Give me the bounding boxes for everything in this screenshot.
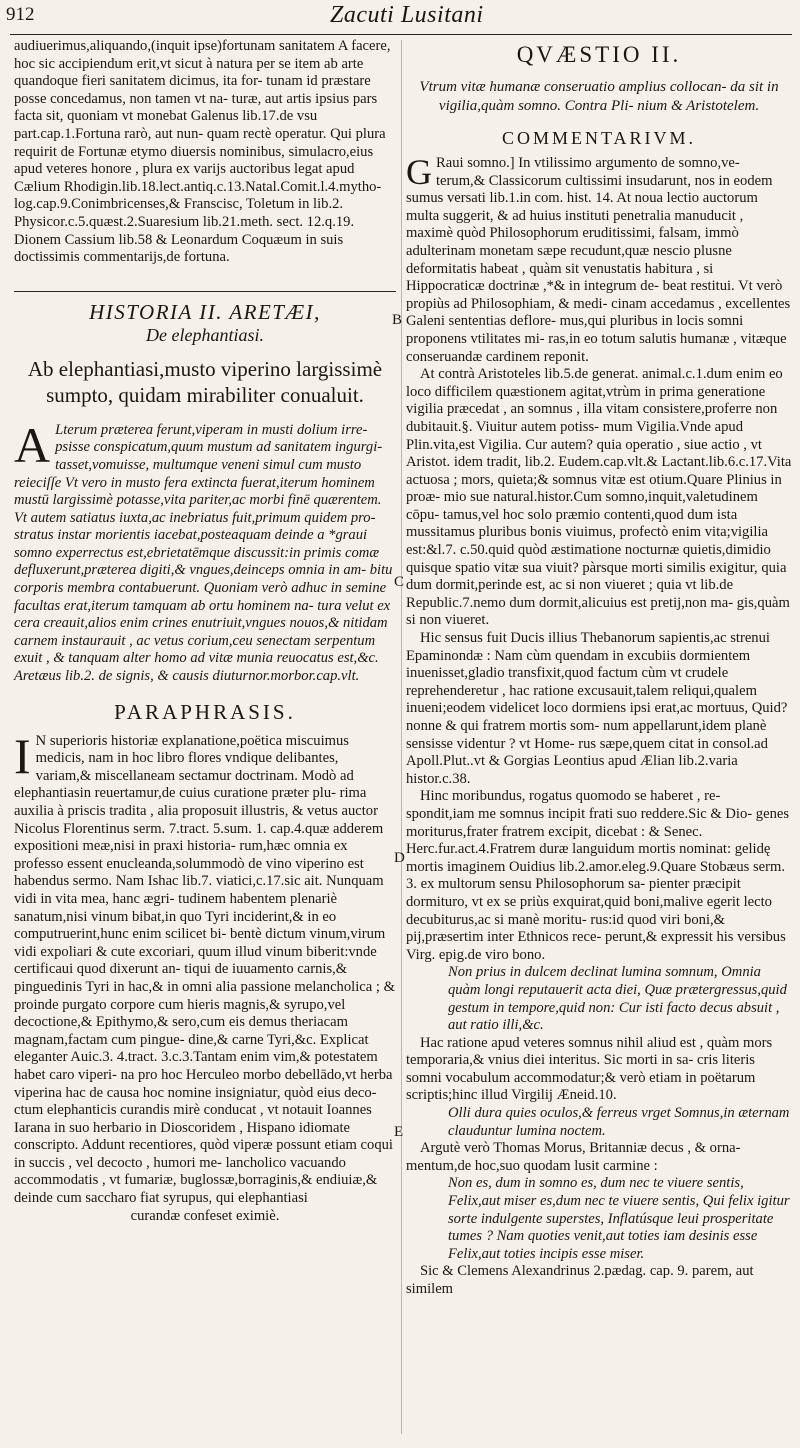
text-line: facere, hoc sic accipiendum erit,vt sicut à natura per se	[14, 38, 391, 72]
text-line: mio sue natural.histor.Cum somno,inquit,valetudinem cōpu-	[406, 489, 758, 523]
text-line: genes moriturus,frater fratrem excipit, dicebat : & Senec.	[406, 805, 790, 840]
historia-headline	[20, 356, 390, 408]
text-line: spatio vitæ sua viuit? pàrsque morti similis exigitur, quia	[455, 559, 787, 576]
text-line: falsam, immò adulterinam monetam sæpe recudunt,quæ	[406, 225, 739, 259]
text-line: strenui Epaminondæ : Nam cùm quendam in excubiis	[406, 630, 770, 664]
commentary-paragraph-6	[406, 1140, 792, 1175]
text-line: Inflatúsque leui prosperitate tumes ?	[448, 1210, 774, 1245]
text-line: autem satiatus iuxta,ac inebriatus fuit,primum quidem pro-	[30, 509, 376, 526]
text-line: Non prius in dulcem declinat lumina somnum,	[448, 964, 718, 981]
text-line: similem	[406, 1281, 454, 1297]
text-line: Vtrum vitæ humanæ conseruatio amplius collocan-	[419, 79, 727, 95]
text-line: nouos,& nitidam carnem instaurauit , ac vetus corium,ceu	[14, 615, 388, 649]
text-line: tudinem habentem plenariè sanatum,nisi vinum bibat,in quo	[14, 890, 338, 925]
text-line: variam,& miscellaneam sectamur doctrinam. Modò ad	[35, 767, 354, 784]
text-line: ras,in eo totum salutis humanæ , vitæque conseruandæ	[406, 330, 787, 365]
text-line: Eudem.cap.vlt.& Lactant.lib.6.c.17.Vita actuosa ; mors,	[406, 454, 792, 488]
text-line: item ab arte quandoque fieri sanitatem dicimus, ita for-	[14, 55, 364, 90]
paraphrasis-dropcap: I	[14, 727, 31, 784]
text-line: nium & Aristotelem.	[637, 98, 760, 114]
text-line: boni,malive egerit lecto decubiturus,ac si manè moritu-	[406, 893, 772, 928]
text-line: terum,& Classicorum cultissimi insudarunt, nos in	[436, 172, 730, 189]
text-line: tura velut ex cera creauit,alios enim crines enutriuit,vngues	[14, 597, 391, 632]
text-line: Leontius apud Ælian lib.2.varia histor.c.38.	[406, 753, 738, 787]
text-line: habitura , si Hippocraticæ doctrinæ ,*& in integrum de-	[406, 260, 714, 295]
margin-letter-b: B	[392, 312, 403, 328]
text-line: audiuerimus,aliquando,(inquit ipse)fortunam sanitatem A	[14, 38, 348, 54]
text-line: spondit,iam me somnus incipit frati suo reddere.Sic & Dio-	[406, 805, 753, 822]
text-line: semine facultas erat,iterum tamquam ab ortu hominem na-	[14, 580, 387, 614]
text-line: Omnia quàm longi reputauerit acta diei,	[448, 964, 761, 998]
text-line: Felix,aut toties incipis esse miser.	[448, 1245, 645, 1262]
text-line: Rhodigin.lib.18.lect.antiq.c.13.Natal.Comit.l.4.mytho-	[63, 178, 382, 195]
text-line: Galenus lib.17.de vsu part.cap.1.Fortuna rarò, aut nun-	[14, 108, 318, 142]
text-line: viatici,c.17.sic ait. Nunquam vidi in vita mea, hanc ægri-	[14, 873, 384, 907]
text-line: num appellarunt,idem planè sensisse videntur ? vt Home-	[406, 718, 767, 752]
text-line: munia reuocatus est,&c. Aretæus lib.2. de signis, & causis	[14, 650, 379, 685]
text-line: dine,& carne Tyri,&c. Explicat eleganter Auic.3. 4.tract.	[14, 1031, 369, 1066]
commentary-paragraph-5	[406, 1035, 792, 1105]
margin-letter-c: C	[394, 574, 405, 590]
quaestio-title: QVÆSTIO II.	[516, 42, 682, 67]
paraphrasis-paragraph	[14, 727, 396, 1208]
text-line: Physicor.c.5.quæst.2.Suaresium lib.21.meth. sect. 12.q.19.	[14, 213, 355, 230]
text-line: conualuit.	[280, 382, 364, 407]
paraphrasis-ending	[14, 1208, 396, 1226]
text-line: perunt,& expressit his versibus Virg. epig.de viro bono.	[406, 929, 786, 963]
text-line: cinam accedamus , excellentes Galeni sententias deflore-	[406, 295, 791, 330]
text-line: turæ, aut artis ipsius pars facta sit, quoniam vt monebat	[14, 90, 378, 125]
text-line: mors temporaria,& vnius diei interitus. Sic morti in sa-	[406, 1034, 773, 1069]
text-line: Raui somno.] In vtilissimo argumento de somno,ve-	[436, 155, 740, 171]
text-line: beat restitui. Vt verò propiùs ad Philosophiam, & medi-	[406, 278, 783, 312]
commentary-paragraph-7	[406, 1263, 792, 1298]
text-line: buglossæ,borraginis,& endiuiæ,& deinde cum	[14, 1172, 378, 1207]
text-line: quum illud vinum biberit:vnde certificaui quod dixerunt an-	[14, 943, 377, 978]
text-line: N superioris historiæ explanatione,poëtica miscuimus	[35, 732, 349, 749]
text-line: somno experrectus est,ebrietatēmque discussit:in primis comæ	[14, 544, 380, 561]
text-line: eximiè.	[236, 1207, 280, 1224]
running-head: Zacuti Lusitani	[330, 2, 484, 28]
text-line: mentum,de hoc,suo quodam lusit carmine :	[406, 1157, 658, 1174]
text-line: cardinem reponit.	[485, 348, 589, 365]
text-line: mum Vigilia.Vnde apud Plin.vita,est Vigilia. Cur autem?	[406, 418, 744, 453]
historia-title: HISTORIA II. ARETÆI,	[89, 299, 321, 324]
text-line: rum,hæc omnia ex professo essent enucleanda,solummodò	[14, 838, 348, 872]
text-line: consistere,proferre non dubitauit.§. Viuitur autem potiss-	[406, 401, 778, 435]
text-line: etymo diuersis nominibus, simulacro,eius apud veteres	[14, 143, 374, 178]
text-line: Cur isti facto decus absuit , aut ratio illi,&c.	[448, 999, 780, 1034]
text-line: na pro hoc Herculeo morbo debellādo,vt herba viperina	[14, 1066, 393, 1101]
text-line: tunam id præstare posse concedamus, non tamen vt na-	[14, 73, 371, 107]
text-line: nescio plusne deformitatis habeat , quàm sit venustatis	[406, 242, 732, 277]
margin-letter-d: D	[394, 850, 405, 866]
text-line: bitu corporis membra contabuerunt. Quoniam verò adhuc in	[14, 562, 393, 597]
right-column	[406, 38, 792, 1299]
text-line: eodem sumus versati lib.1.in com. hist. 14. At noua lectio	[406, 172, 773, 207]
verse-morus	[406, 1175, 792, 1263]
commentary-paragraph-4	[406, 788, 792, 964]
text-line: generatione vigilia præcedat , an somnus , illa vitam	[406, 383, 766, 418]
text-line: Somnus,in æternam clauduntur lumina noctem.	[448, 1105, 790, 1139]
text-line: psisse conspicatum,quum mustum ad sanitatem ingurgi-	[55, 439, 383, 456]
commentary-text-1	[406, 152, 792, 366]
historia-paragraph	[14, 416, 396, 686]
text-line: cap.4.quæ adderem expositioni meæ,nisi in praxi historia-	[14, 820, 384, 855]
text-line: sero,cum eis demus theriacam magnam,factam cum pingue-	[14, 1014, 348, 1048]
text-line: Quæ prætergressus,quid gestum in tempore,quid non:	[448, 981, 787, 1016]
text-line: Nam quoties venit,aut toties iam desinis esse	[496, 1228, 758, 1245]
text-line: Hic sensus fuit Ducis illius Thebanorum sapientis,ac	[420, 630, 727, 647]
text-line: stratus instar morientis iacebat,posteaquam deinde a *graui	[14, 527, 368, 544]
text-line: in poëtarum scriptis;hinc illud Virgilij Æneid.10.	[406, 1069, 756, 1104]
text-line: medicis, nam in hoc libro flores vndique delibantes,	[35, 750, 339, 767]
text-line: diuturnor.morbor.cap.vlt.	[212, 668, 360, 685]
text-line: enim eo loco difficilem quæstionem agitat,vtrùm in prima	[406, 366, 783, 400]
column-divider	[401, 40, 402, 1434]
text-line: log.cap.9.Conimbricenses,& Franscisc, Toletum in lib.2.	[14, 196, 344, 213]
left-column	[14, 38, 396, 1225]
text-line: Qui felix igitur sorte indulgente superstes,	[448, 1193, 790, 1227]
text-line: hac de causa hoc nomine insigniatur, quòd eius deco-	[65, 1084, 377, 1101]
text-line: sumpto, quidam mirabiliter	[46, 382, 276, 407]
text-line: Felix,aut miser es,dum nec te viuere sentis,	[448, 1193, 700, 1210]
text-line: mus,qui pluribus in locis somni proponens vtilitates mi-	[406, 313, 744, 347]
text-line: lancholico vacuando accommodatis , vt fumariæ,	[14, 1154, 346, 1189]
page-number: 912	[6, 4, 35, 25]
text-line: pienter præcipit dormituro, vt ex se priùs exquirat,quid	[406, 876, 741, 910]
text-line: Argutè verò Thomas Morus, Britanniæ decus , & orna-	[420, 1140, 741, 1157]
commentary-dropcap: G	[406, 152, 432, 192]
text-line: rus sæpe,quem citat in consol.ad Apoll.Plut..vt & Gorgias	[406, 735, 768, 770]
text-line: reliqui,qualem inueni;eodem videlicet loco dormiens ipsi	[406, 682, 757, 717]
text-line: largissimè potasse,vita pariter,ac morbi finē quærentem. Vt	[14, 492, 382, 526]
text-line: At contrà Aristoteles lib.5.de generat. animal.c.1.dum	[420, 366, 733, 383]
text-line: vetus auctor Nicolus Florentinus serm. 7.tract. 5.sum. 1.	[14, 803, 378, 837]
text-line: omni alia passione melancholica ; & proinde purgato corpore	[14, 978, 395, 1013]
text-line: saccharo fiat syrupus, qui elephantiasi	[85, 1190, 308, 1207]
text-line: possunt etiam coqui in succis , vel decocto , humori me-	[14, 1137, 393, 1171]
text-line: auctorum multa suggerit, & ad huius instituti penetralia	[406, 190, 758, 224]
text-line: pluribus bonis viuimus, profectò enim vita;vigilia est:&l.7.	[406, 524, 768, 559]
text-line: elephantiasin reuertamur,de cuius curatione præter plu-	[14, 785, 336, 802]
text-line: honore , plura ex varijs auctoribus legat apud Cælium	[14, 161, 355, 195]
text-line: Lterum præterea ferunt,viperam in musti dolium irre-	[55, 421, 368, 438]
margin-letter-e: E	[394, 1124, 404, 1140]
commentary-paragraph-2	[406, 366, 792, 630]
commentarium-title: COMMENTARIVM.	[501, 128, 697, 148]
verse-virgil-epigram	[406, 964, 792, 1034]
text-line: doctissimis commentarijs,de fortuna.	[14, 249, 230, 266]
text-line: cum hieris magnis,& syrupo,vel decoctione,& Epithymo,&	[14, 996, 346, 1031]
historia-text	[14, 416, 396, 686]
text-line: quieta;& somnus vitæ est otium.Quare Plinius in proæ-	[406, 471, 782, 506]
text-line: senectam serpentum exuit , & tanquam alter homo ad vitæ	[14, 632, 376, 667]
text-line: c.50.quid quòd æstimatione nocturnæ quietis,dimidio quisque	[406, 542, 771, 576]
text-line: ctum elephanticis curandis mirè conducat , vt notauit	[14, 1102, 323, 1119]
header-rule	[10, 34, 792, 35]
paraphrasis-text	[14, 727, 396, 1208]
intro-paragraph	[14, 38, 396, 267]
historia-dropcap: A	[14, 416, 51, 473]
text-line: Stobæus serm. 3. ex multorum sensu Philosophorum sa-	[406, 858, 785, 893]
commentary-paragraph-3	[406, 630, 792, 788]
text-line: curandæ confeset	[130, 1207, 233, 1224]
text-line: rus:id quod viri boni,& pij,præsertim inter Ethnicos rece-	[406, 911, 725, 946]
text-line: gis,quàm si non viueret.	[406, 594, 790, 629]
quaestio-subtitle	[414, 78, 784, 116]
text-line: rima auxilia à priscis tradita , alia proposuit illustris, &	[14, 785, 367, 819]
text-line: Ioannes Iarana in suo herbario in Dioscoridem , Hispano	[14, 1102, 372, 1136]
text-line: Dionem Cassium lib.58 & Leonardum Coquæum in suis	[14, 231, 344, 248]
text-line: quam rectè operatur. Qui plura requirit de Fortunæ	[14, 125, 386, 160]
text-line: tamus,vel hoc solo præmio contenti,quod dum ista mussitamus	[406, 506, 738, 541]
text-line: Republic.7.nemo dum dormit,alicuius est pretij,non ma-	[406, 594, 734, 611]
text-line: gelidę mortis imaginem Ouidius lib.2.amor.eleg.9.Quare	[406, 841, 771, 875]
verse-aeneid	[406, 1105, 792, 1140]
text-line: dormientem inuenisset,gladio transfixit,quod factum cùm	[406, 647, 751, 682]
text-line: manuducit , maximè quòd Philosophorum eruditissimi,	[406, 207, 744, 242]
text-line: tasset,vomuisse, multumque veneni simul cum musto reieciſſe	[14, 456, 362, 491]
text-line: Tyri inciderint,& in eo computruerint,hunc enim scilicet bi-	[14, 908, 337, 943]
text-line: vt crudele reprehenderetur , hac ratione excusauit,talem	[406, 665, 729, 699]
section-rule	[14, 291, 396, 292]
text-line: Hinc moribundus, rogatus quomodo se haberet , re-	[420, 788, 721, 805]
text-line: dum dormit,perinde est, ac si non viueret ; quia vt lib.de	[406, 577, 734, 594]
text-line: Vt vero in musto fera extincta fuerat,iterum hominem mustū	[14, 474, 375, 509]
text-line: Olli dura quies oculos,& ferreus vrget	[448, 1105, 671, 1122]
commentary-paragraph-1	[406, 152, 792, 366]
text-line: quia operatio , siue actio , vt Aristot. idem tradit, lib.2.	[406, 436, 762, 471]
text-line: da sit in vigilia,quàm somno. Contra Pli-	[438, 79, 779, 114]
text-line: 3.c.3.Tantam enim vim,& potestatem habet caro viperi-	[14, 1049, 378, 1083]
text-line: defluxerunt,præterea digiti,& vngues,deinceps omnia in am-	[14, 562, 367, 579]
text-line: tiqui de iuuamento carnis,& pinguedinis Tyri in hac,& in	[14, 961, 348, 995]
text-line: Ab elephantiasi,musto viperino largissimè	[27, 356, 383, 381]
text-line: Herc.fur.act.4.Fratrem duræ languidum mortis nominat:	[406, 841, 732, 858]
text-line: erat,ac mortuus, Quid?nonne & qui fratrem mortis som-	[406, 700, 788, 734]
text-line: de vino viperino est habendus sermo. Nam Ishac lib.7.	[14, 855, 364, 890]
text-line: Non es, dum in somno es, dum nec te viuere sentis,	[448, 1175, 744, 1192]
text-line: bentè dictum vinum,virum vidi expoliari & cute excoriari,	[14, 926, 386, 960]
text-line: Sic & Clemens Alexandrinus 2.pædag. cap. 9. parem, aut	[420, 1263, 754, 1280]
text-line: cris literis somni vocabulum accommodatur;& verò etiam	[406, 1052, 755, 1086]
paraphrasis-title: PARAPHRASIS.	[114, 699, 296, 724]
text-line: Hac ratione apud veteres somnus nihil aliud est , quàm	[420, 1034, 740, 1051]
historia-subtitle: De elephantiasi.	[146, 324, 264, 345]
text-line: idiomate conscripto. Addunt recentiores, quòd viperæ	[14, 1119, 350, 1154]
